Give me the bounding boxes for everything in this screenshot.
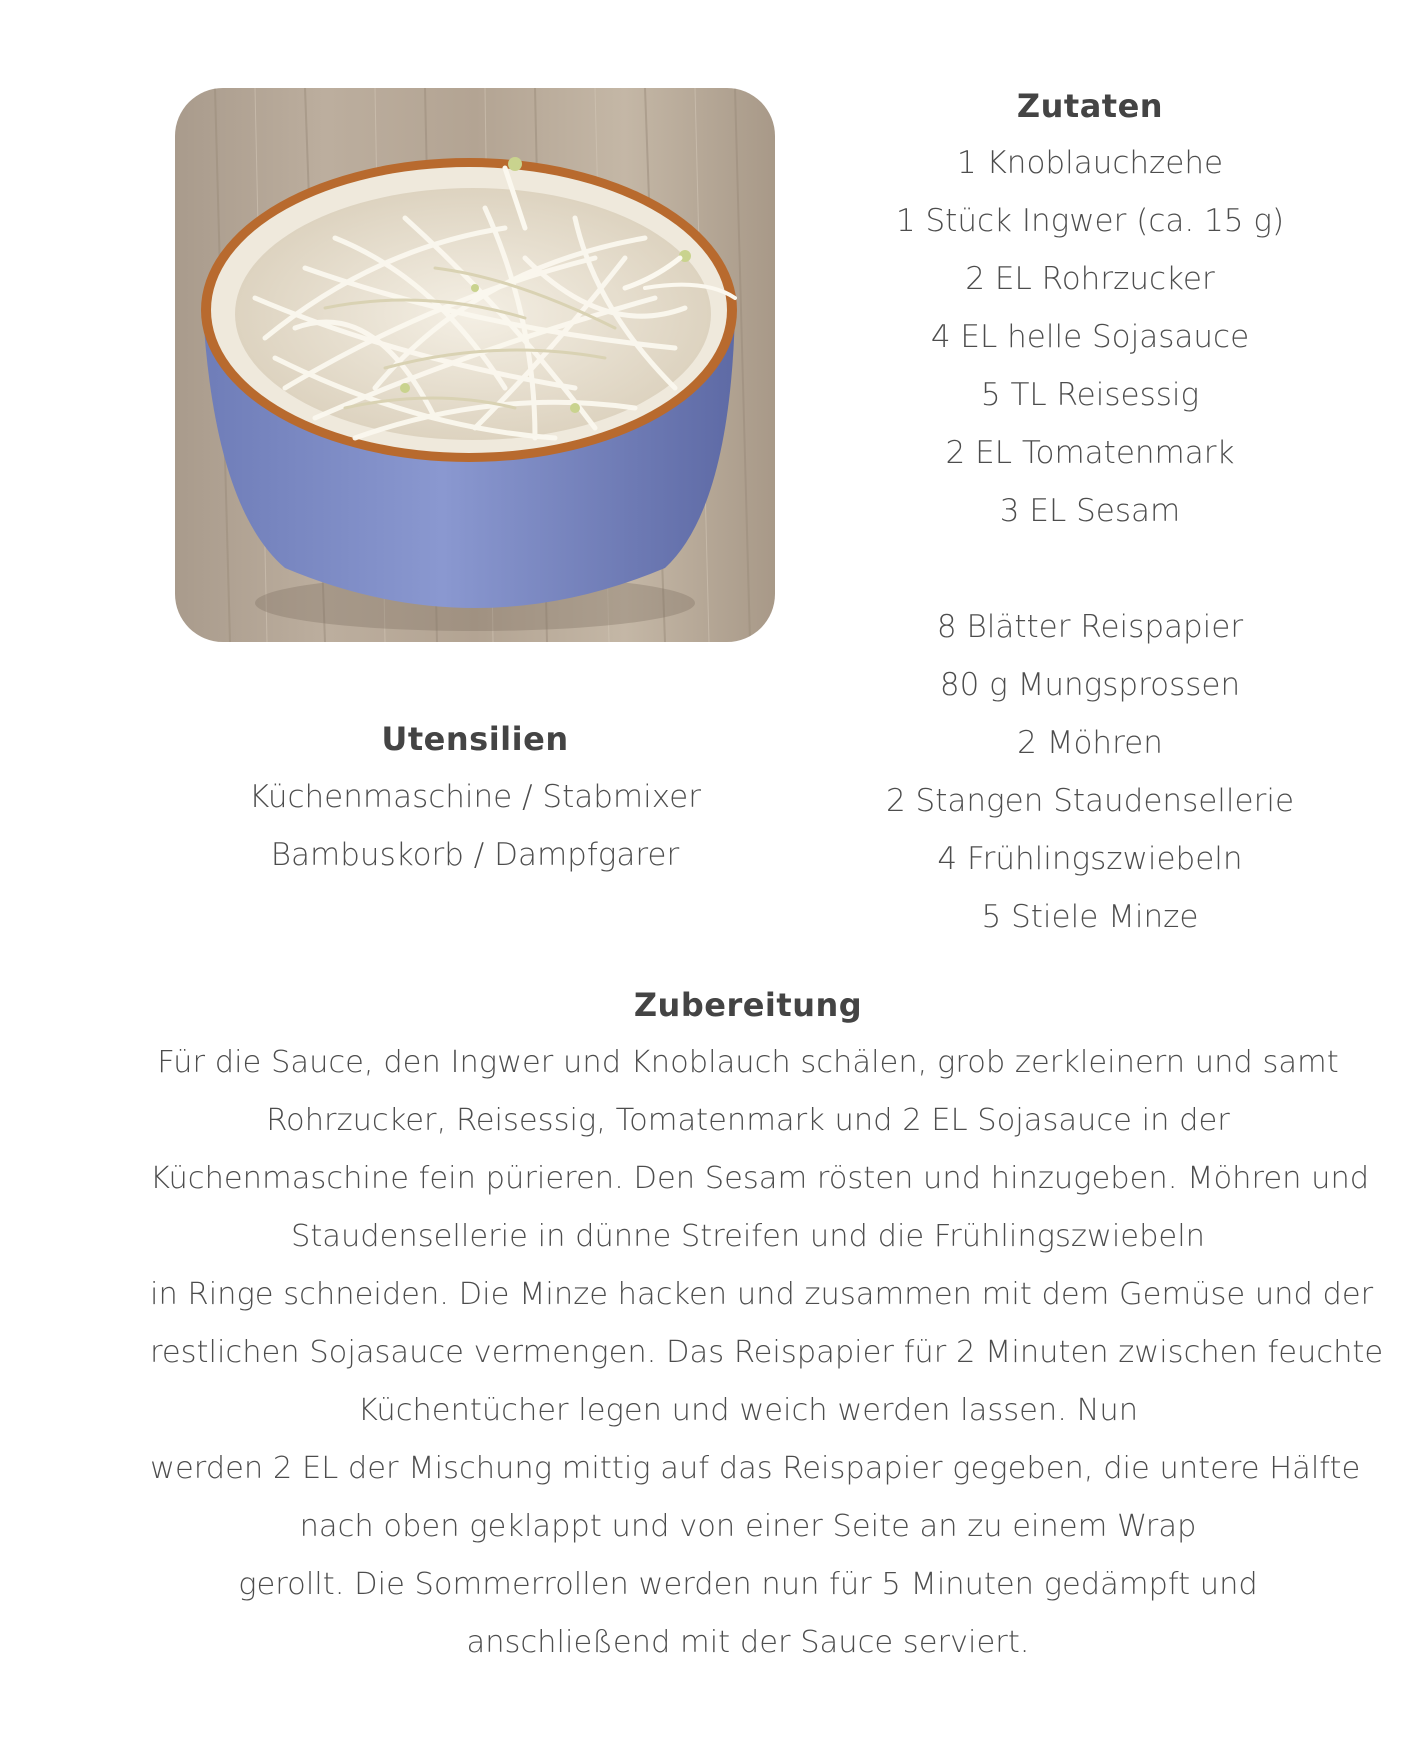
preparation-line: Küchenmaschine fein pürieren. Den Sesam rösten und hinzugeben. Möhren und xyxy=(150,1161,1370,1196)
utensil-item: Küchenmaschine / Stabmixer xyxy=(249,779,701,815)
ingredient-item: 80 g Mungsprossen xyxy=(939,667,1241,703)
utensil-item: Bambuskorb / Dampfgarer xyxy=(270,837,680,873)
ingredients-heading: Zutaten xyxy=(1016,87,1164,125)
preparation-line: werden 2 EL der Mischung mittig auf das Reispapier gegeben, die untere Hälfte xyxy=(150,1451,1361,1486)
preparation-line: Rohrzucker, Reisessig, Tomatenmark und 2 EL Sojasauce in der xyxy=(266,1103,1230,1138)
ingredients-spacer xyxy=(860,540,1320,598)
ingredient-item: 2 EL Rohrzucker xyxy=(965,261,1215,297)
preparation-section xyxy=(150,976,1384,1672)
utensils-section xyxy=(175,710,775,884)
preparation-line: gerollt. Die Sommerrollen werden nun für 5 Minuten gedämpft und xyxy=(238,1567,1258,1602)
preparation-line: Küchentücher legen und weich werden lassen. Nun xyxy=(357,1393,1139,1428)
ingredient-item: 1 Stück Ingwer (ca. 15 g) xyxy=(895,203,1285,239)
ingredient-item: 5 Stiele Minze xyxy=(981,899,1199,935)
ingredient-item: 8 Blätter Reispapier xyxy=(936,609,1244,645)
preparation-line: restlichen Sojasauce vermengen. Das Reispapier für 2 Minuten zwischen feuchte xyxy=(150,1335,1384,1370)
preparation-line: Für die Sauce, den Ingwer und Knoblauch schälen, grob zerkleinern und samt xyxy=(157,1045,1339,1080)
ingredient-item: 1 Knoblauchzehe xyxy=(956,145,1224,181)
ingredient-item: 2 Stangen Staudensellerie xyxy=(885,783,1295,819)
ingredients-section xyxy=(860,78,1320,946)
preparation-heading: Zubereitung xyxy=(633,986,863,1024)
ingredient-item: 4 Frühlingszwiebeln xyxy=(937,841,1243,877)
recipe-photo xyxy=(175,88,775,642)
utensils-heading: Utensilien xyxy=(381,720,569,758)
ingredient-item: 4 EL helle Sojasauce xyxy=(930,319,1250,355)
ingredient-item: 3 EL Sesam xyxy=(999,493,1181,529)
ingredient-item: 2 Möhren xyxy=(1017,725,1163,761)
preparation-line: in Ringe schneiden. Die Minze hacken und zusammen mit dem Gemüse und der xyxy=(150,1277,1374,1312)
ingredient-item: 5 TL Reisessig xyxy=(980,377,1200,413)
preparation-line: Staudensellerie in dünne Streifen und die Frühlingszwiebeln xyxy=(290,1219,1206,1254)
preparation-line: anschließend mit der Sauce serviert. xyxy=(466,1625,1030,1660)
bean-sprouts-bowl-image xyxy=(175,88,775,642)
preparation-line: nach oben geklappt und von einer Seite an zu einem Wrap xyxy=(299,1509,1197,1544)
ingredient-item: 2 EL Tomatenmark xyxy=(945,435,1235,471)
